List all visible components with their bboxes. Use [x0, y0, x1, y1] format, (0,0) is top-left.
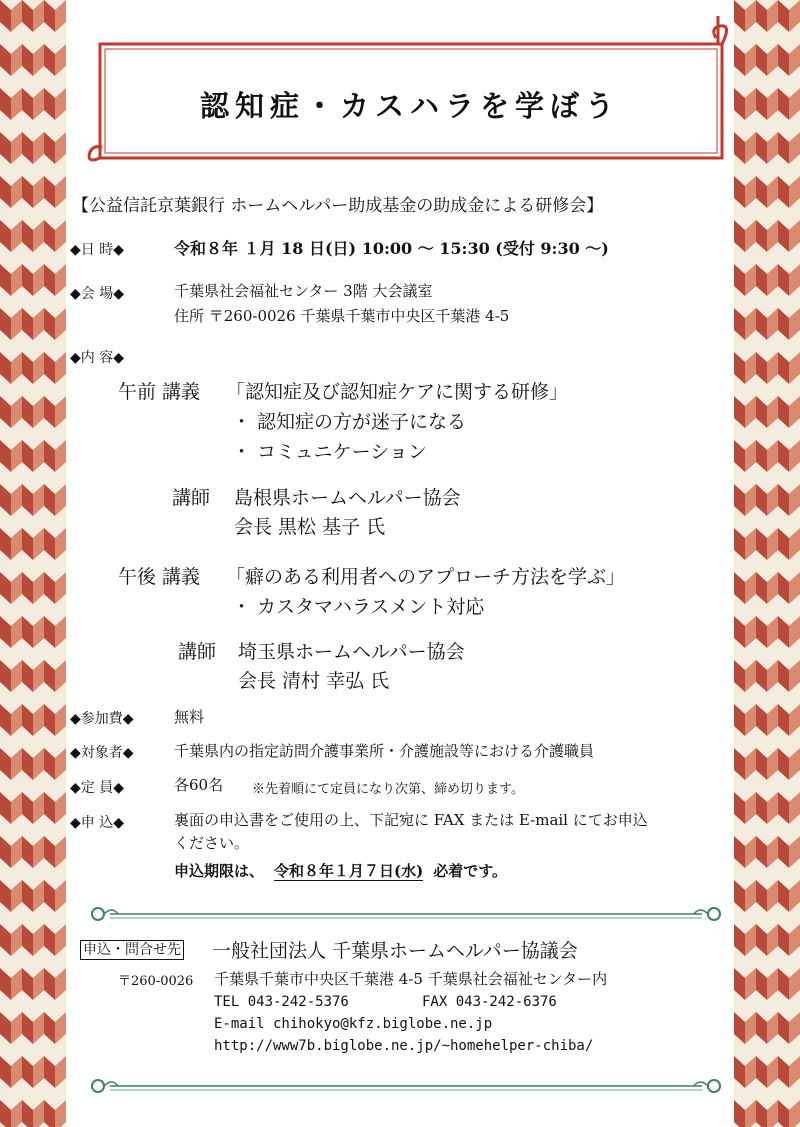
apply-text-line1: 裏面の申込書をご使用の上、下記宛に FAX または E-mail にてお申込: [174, 811, 648, 829]
afternoon-lecture-title: 「癖のある利用者へのアプローチ方法を学ぶ」: [226, 566, 626, 588]
contact-tel: TEL 043-242-5376: [214, 994, 349, 1010]
afternoon-session-label: 午後 講義: [118, 566, 201, 588]
contact-tag-wrapper: [80, 939, 184, 959]
content-label: ◆内 容◆: [70, 350, 124, 366]
contact-fax: FAX 043-242-6376: [422, 994, 557, 1010]
target-label: ◆対象者◆: [70, 745, 134, 761]
date-label: ◆日 時◆: [70, 242, 124, 258]
morning-bullet: ・ 認知症の方が迷子になる: [232, 411, 467, 433]
left-arrow-pattern-border: [0, 0, 66, 1127]
afternoon-bullet: ・ カスタマハラスメント対応: [232, 596, 485, 618]
apply-label: ◆申 込◆: [70, 815, 124, 831]
target-value: 千葉県内の指定訪問介護事業所・介護施設等における介護職員: [174, 742, 595, 760]
contact-tag: 申込・問合せ先: [80, 940, 184, 960]
fee-label: ◆参加費◆: [70, 711, 134, 727]
contact-org: 一般社団法人 千葉県ホームヘルパー協議会: [212, 940, 578, 962]
deadline-date: 令和８年１月７日(水): [274, 862, 424, 880]
morning-lecturer-label: 講師: [172, 487, 211, 509]
right-arrow-pattern-border: [734, 0, 800, 1127]
deadline-text: [174, 860, 507, 881]
morning-lecturer-org: 島根県ホームヘルパー協会: [234, 487, 461, 509]
subtitle: 【公益信託京葉銀行 ホームヘルパー助成基金の助成金による研修会】: [72, 196, 604, 216]
afternoon-lecturer-org: 埼玉県ホームヘルパー協会: [238, 641, 465, 663]
venue-label: ◆会 場◆: [70, 286, 124, 302]
page-title: 認知症・カスハラを学ぼう: [199, 89, 620, 123]
apply-text-line2: ください。: [174, 834, 250, 852]
capacity-note: ※先着順にて定員になり次第、締め切ります。: [252, 782, 524, 797]
capacity-label: ◆定 員◆: [70, 780, 124, 796]
contact-email[interactable]: E-mail chihokyo@kfz.biglobe.ne.jp: [214, 1016, 493, 1032]
venue-address: 住所 〒260-0026 千葉県千葉市中央区千葉港 4-5: [174, 307, 510, 325]
deadline-suffix: 必着です。: [433, 862, 508, 880]
decorative-divider-bottom: [86, 1075, 726, 1097]
contact-url[interactable]: http://www7b.biglobe.ne.jp/~homehelper-chiba/: [214, 1038, 594, 1054]
fee-value: 無料: [174, 708, 205, 726]
date-value: 令和８年 １月 18 日(日) 10:00 ～ 15:30 (受付 9:30 ～): [174, 239, 609, 258]
afternoon-lecturer-name: 会長 清村 幸弘 氏: [238, 670, 390, 692]
decorative-divider-top: [86, 903, 726, 925]
afternoon-lecturer-label: 講師: [178, 641, 217, 663]
morning-bullet: ・ コミュニケーション: [232, 441, 427, 463]
contact-address: 千葉県千葉市中央区千葉港 4-5 千葉県社会福祉センター内: [214, 970, 608, 988]
deadline-prefix: 申込期限は、: [174, 862, 265, 880]
morning-lecturer-name: 会長 黒松 基子 氏: [234, 516, 386, 538]
contact-postal: 〒260-0026: [118, 974, 194, 989]
morning-lecture-title: 「認知症及び認知症ケアに関する研修」: [226, 381, 569, 403]
capacity-value: 各60名: [174, 776, 224, 794]
venue-name: 千葉県社会福祉センター 3階 大会議室: [174, 282, 433, 300]
morning-session-label: 午前 講義: [118, 381, 201, 403]
